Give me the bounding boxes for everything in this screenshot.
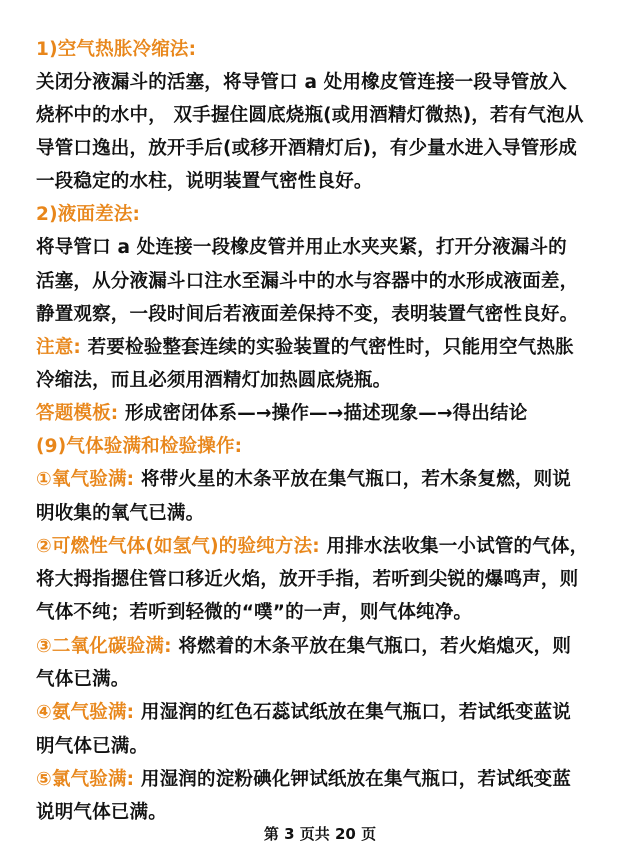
paragraph-line: 导管口逸出，放开手后(或移开酒精灯后)，有少量水进入导管形成 bbox=[36, 138, 577, 159]
paragraph-line: 冷缩法，而且必须用酒精灯加热圆底烧瓶。 bbox=[36, 370, 392, 391]
section-heading-level-difference: 2)液面差法: bbox=[36, 204, 141, 225]
ammonia-line bbox=[36, 701, 616, 725]
template-line bbox=[36, 402, 616, 426]
section-heading-gas-tests: (9)气体验满和检验操作: bbox=[36, 436, 243, 457]
hydrogen-label: ②可燃性气体(如氢气)的验纯方法: bbox=[36, 536, 320, 557]
paragraph-line: 关闭分液漏斗的活塞，将导管口 a 处用橡皮管连接一段导管放入 bbox=[36, 72, 567, 93]
chlorine-text: 用湿润的淀粉碘化钾试纸放在集气瓶口，若试纸变蓝 bbox=[134, 769, 572, 790]
section-heading-thermal: 1)空气热胀冷缩法: bbox=[36, 39, 197, 60]
paragraph-line: 气体已满。 bbox=[36, 669, 130, 690]
oxygen-line bbox=[36, 468, 616, 492]
paragraph-line: 将大拇指摁住管口移近火焰，放开手指，若听到尖锐的爆鸣声，则 bbox=[36, 569, 579, 590]
template-text: 形成密闭体系—→操作—→描述现象—→得出结论 bbox=[118, 403, 528, 424]
paragraph-line: 将导管口 a 处连接一段橡皮管并用止水夹夹紧，打开分液漏斗的 bbox=[36, 237, 567, 258]
oxygen-text: 将带火星的木条平放在集气瓶口，若木条复燃，则说 bbox=[134, 469, 572, 490]
paragraph-line: 烧杯中的水中， 双手握住圆底烧瓶(或用酒精灯微热)，若有气泡从 bbox=[36, 105, 584, 126]
template-label: 答题模板: bbox=[36, 403, 119, 424]
note-line bbox=[36, 336, 616, 360]
note-text: 若要检验整套连续的实验装置的气密性时，只能用空气热胀 bbox=[81, 337, 574, 358]
paragraph-line: 说明气体已满。 bbox=[36, 802, 167, 823]
co2-text: 将燃着的木条平放在集气瓶口，若火焰熄灭，则 bbox=[171, 636, 572, 657]
hydrogen-text: 用排水法收集一小试管的气体， bbox=[319, 536, 589, 557]
paragraph-line: 明收集的氧气已满。 bbox=[36, 503, 205, 524]
paragraph-line: 气体不纯；若听到轻微的“噗”的一声，则气体纯净。 bbox=[36, 602, 473, 623]
page-number: 第 3 页共 20 页 bbox=[263, 825, 377, 843]
ammonia-label: ④氨气验满: bbox=[36, 702, 135, 723]
paragraph-line: 明气体已满。 bbox=[36, 736, 149, 757]
ammonia-text: 用湿润的红色石蕊试纸放在集气瓶口，若试纸变蓝说 bbox=[134, 702, 572, 723]
paragraph-line: 一段稳定的水柱，说明装置气密性良好。 bbox=[36, 171, 373, 192]
co2-label: ③二氧化碳验满: bbox=[36, 636, 172, 657]
chlorine-label: ⑤氯气验满: bbox=[36, 769, 135, 790]
paragraph-line: 静置观察，一段时间后若液面差保持不变，表明装置气密性良好。 bbox=[36, 304, 579, 325]
chlorine-line bbox=[36, 768, 616, 792]
hydrogen-line bbox=[36, 535, 616, 559]
note-label: 注意: bbox=[36, 337, 81, 358]
oxygen-label: ①氧气验满: bbox=[36, 469, 135, 490]
co2-line bbox=[36, 635, 616, 659]
paragraph-line: 活塞，从分液漏斗口注水至漏斗中的水与容器中的水形成液面差， bbox=[36, 271, 579, 292]
